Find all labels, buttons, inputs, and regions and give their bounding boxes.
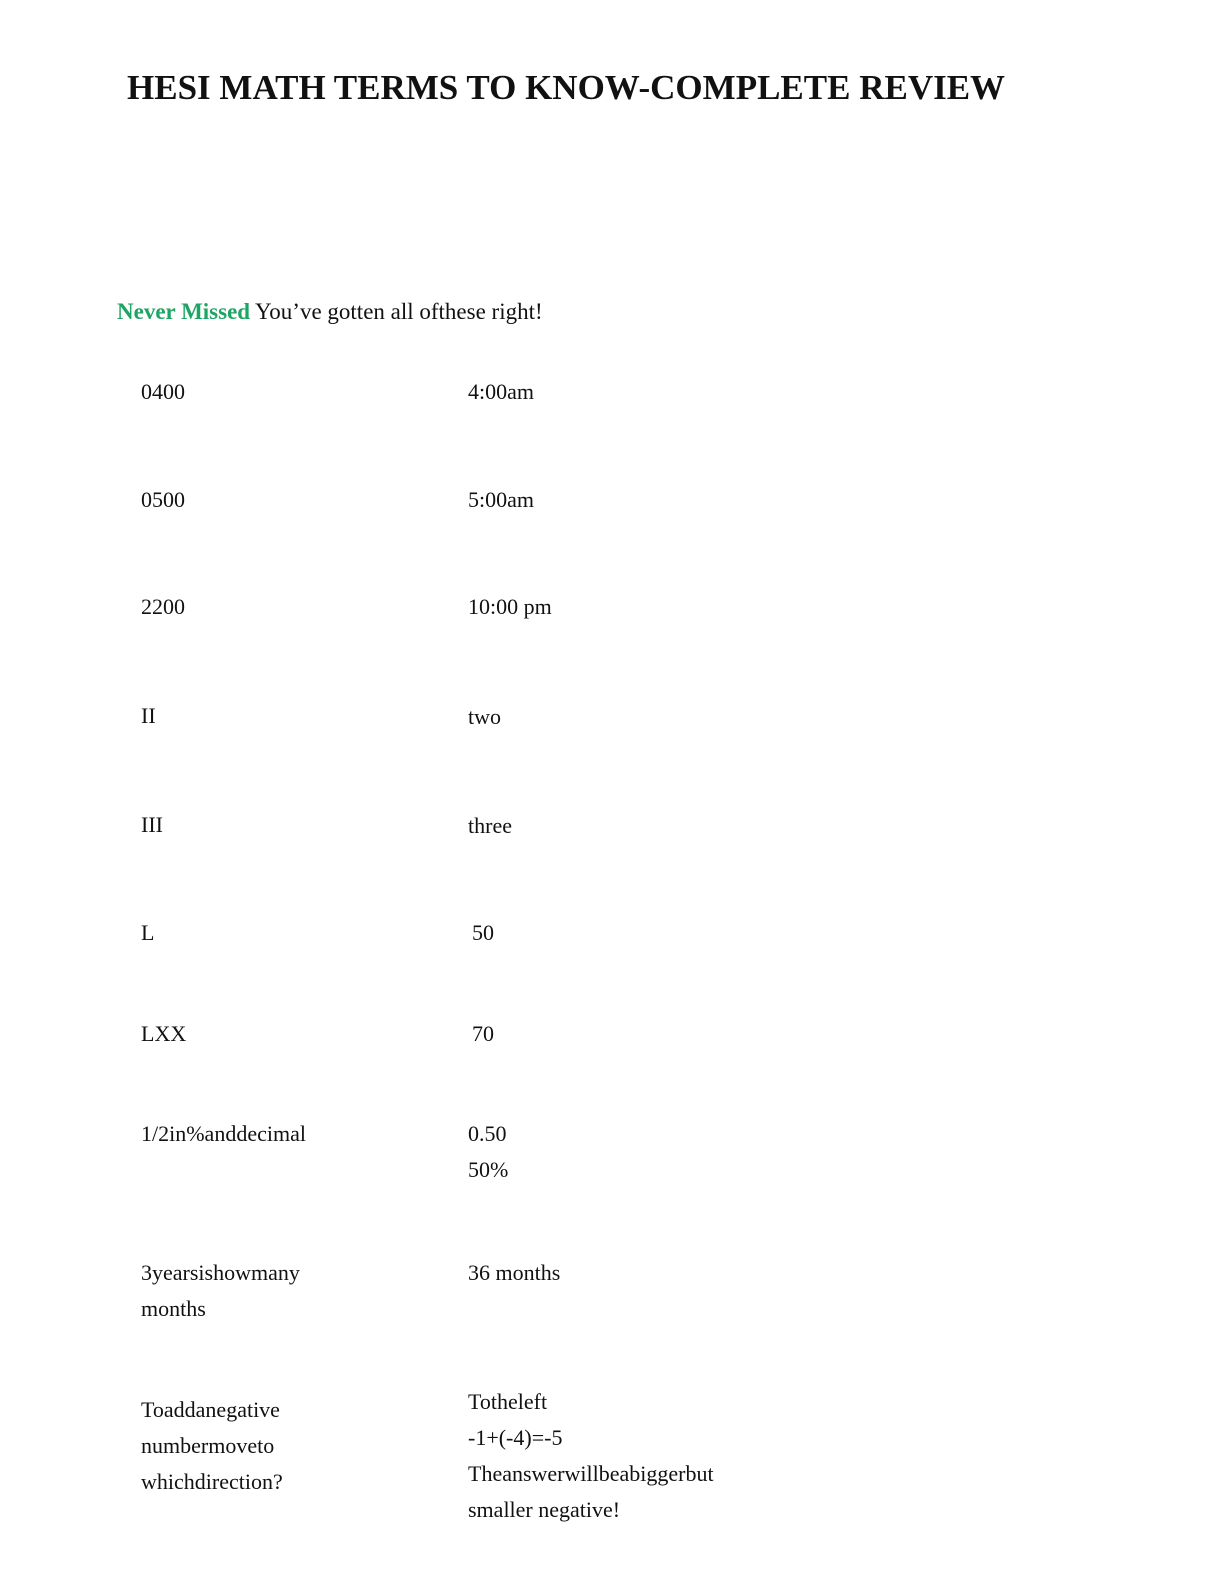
definition-2200 (468, 589, 552, 625)
definition-negative-direction (468, 1384, 714, 1528)
term-years-months (141, 1255, 300, 1327)
section-heading (117, 299, 543, 325)
term-line: months (141, 1296, 206, 1321)
definition-0500 (468, 482, 534, 518)
definition-line: smaller negative! (468, 1497, 621, 1522)
definition-line: two (468, 704, 501, 729)
definition-years-months (468, 1255, 560, 1291)
term-line: 1/2in%anddecimal (141, 1121, 306, 1146)
definition-line: -1+(-4)=-5 (468, 1425, 563, 1450)
definition-line: 50 (472, 920, 494, 945)
term-line: whichdirection? (141, 1469, 283, 1494)
definition-l (472, 915, 494, 951)
definition-0400 (468, 374, 534, 410)
term-2200 (141, 589, 185, 625)
definition-line: Theanswerwillbeabiggerbut (468, 1461, 714, 1486)
term-line: II (141, 703, 156, 728)
definition-lxx (472, 1016, 494, 1052)
definition-ii (468, 699, 501, 735)
page-title: HESI MATH TERMS TO KNOW-COMPLETE REVIEW (127, 68, 1006, 107)
term-0500 (141, 482, 185, 518)
term-line: 0500 (141, 487, 185, 512)
term-line: L (141, 920, 155, 945)
term-iii (141, 807, 163, 843)
definition-line: three (468, 813, 512, 838)
term-0400 (141, 374, 185, 410)
definition-line: 36 months (468, 1260, 561, 1285)
never-missed-label: Never Missed (117, 299, 251, 324)
term-line: 0400 (141, 379, 185, 404)
term-line: LXX (141, 1021, 187, 1046)
definition-line: 5:00am (468, 487, 534, 512)
term-line: numbermoveto (141, 1433, 275, 1458)
definition-line: 10:00 pm (468, 594, 552, 619)
term-ii (141, 698, 156, 734)
term-line: Toaddanegative (141, 1397, 280, 1422)
term-line: 3yearsishowmany (141, 1260, 300, 1285)
term-negative-direction (141, 1392, 283, 1500)
definition-half (468, 1116, 508, 1188)
definition-iii (468, 808, 512, 844)
term-line: III (141, 812, 163, 837)
section-note: You’ve gotten all ofthese right! (254, 299, 543, 324)
term-lxx (141, 1016, 186, 1052)
definition-line: 4:00am (468, 379, 534, 404)
definition-line: Totheleft (468, 1389, 548, 1414)
term-line: 2200 (141, 594, 185, 619)
term-half (141, 1116, 306, 1152)
definition-line: 50% (468, 1157, 509, 1182)
term-l (141, 915, 154, 951)
definition-line: 70 (472, 1021, 494, 1046)
definition-line: 0.50 (468, 1121, 507, 1146)
